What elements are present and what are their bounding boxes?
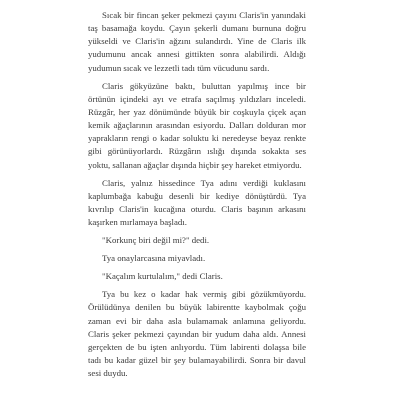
dialog-line-3: "Kaçalım kurtulalım," dedi Claris. [102, 271, 223, 282]
body-text [88, 9, 306, 385]
paragraph-1: Sıcak bir fincan şeker pekmezi çayını Claris'in yanındaki taş basamağa koydu. Çayın şekerli dumanı burnuna doğru yükseldi ve Claris'in ağzını sulandırdı. Yine de Claris ilk yudumunu ancak annesi gittikten sonra alabilirdi. Aldığı yudumun sıcak ve lezzetli tadı tüm vücudunu sardı. [88, 10, 306, 73]
paragraph-7: Tya bu kez o kadar hak vermiş gibi gözükmüyordu. Örülüdünya denilen bu büyük labirentte kaybolmak çoğu zaman evi bir daha asla bulamamak anlamına geliyordu. Claris şeker pekmezi çayından bir yudum daha aldı. Annesi gerçekten de bu işten anlıyordu. Tüm labirenti dolaşsa bile tadı bu kadar güzel bir şey bulamayabilirdi. Sonra bir davul sesi duydu. [88, 289, 306, 379]
dialog-line-1: "Korkunç biri değil mi?" dedi. [102, 235, 210, 246]
paragraph-2: Claris gökyüzüne baktı, buluttan yapılmış ince bir örtünün içindeki ayı ve etrafa saçılmış yıldızları inceledi. Rüzgâr, her yaz dönümünde büyük bir coşkuyla çiçek açan kemik ağaçlarının arasından esiyordu. Dalları dolduran mor yaprakların rengi o kadar soluktu ki neredeyse beyaz renkte gibi görünüyorlardı. Rüzgârın ıslığı dışında sokakta ses yoktu, sallanan ağaçlar dışında hiçbir şey hareket etmiyordu. [88, 80, 306, 170]
paragraph-3: Claris, yalnız hissedince Tya adını verdiği kuklasını kaplumbağa kabuğu desenli bir kediye dönüştürdü. Tya kıvrılıp Claris'in kucağına oturdu. Claris başının arkasını kaşırken mırlamaya başladı. [88, 177, 306, 228]
dialog-line-2: Tya onaylarcasına miyavladı. [102, 253, 206, 264]
